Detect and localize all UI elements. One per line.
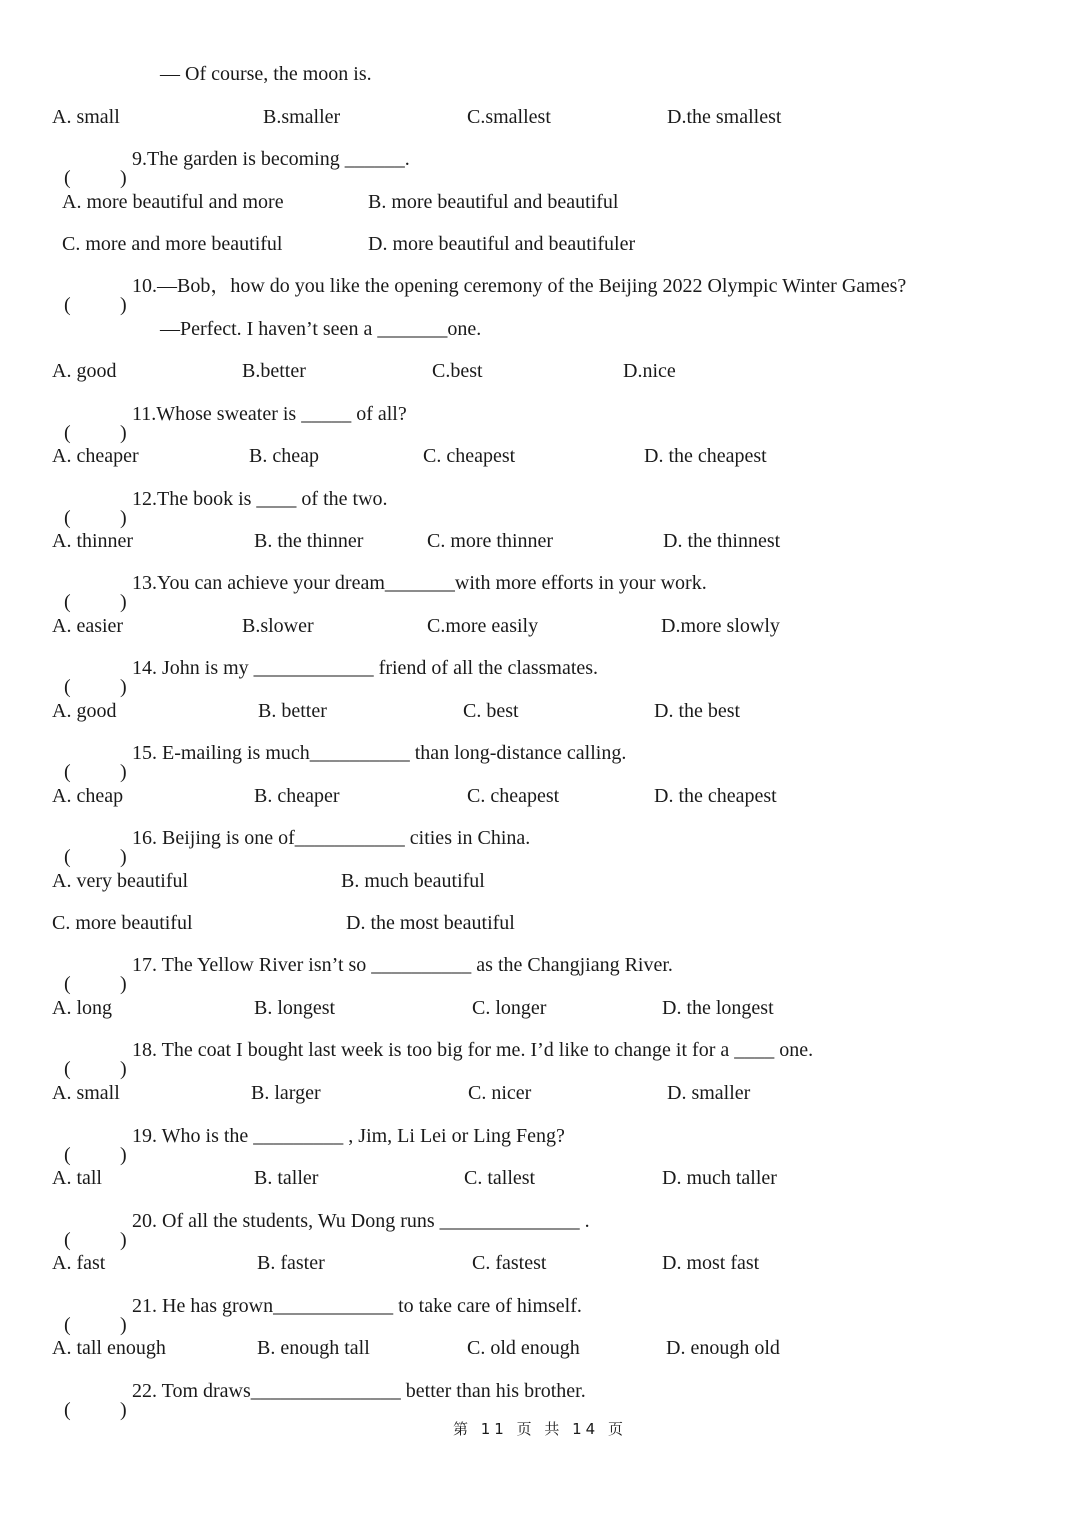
- q17-option-a: A. long: [52, 997, 112, 1019]
- q9-option-b: B. more beautiful and beautiful: [368, 191, 619, 213]
- question-15: ( ) 15. E-mailing is much__________ than long-distance calling.: [64, 742, 627, 783]
- q20-option-d: D. most fast: [662, 1252, 760, 1274]
- question-text: 10.—Bob，how do you like the opening ceremony of the Beijing 2022 Olympic Winter Games?: [132, 275, 907, 297]
- question-text: 16. Beijing is one of___________ cities in China.: [132, 827, 531, 849]
- question-19: ( ) 19. Who is the _________ , Jim, Li Lei or Ling Feng?: [64, 1125, 565, 1166]
- q17-option-c: C. longer: [472, 997, 547, 1019]
- question-20: ( ) 20. Of all the students, Wu Dong runs ______________ .: [64, 1210, 590, 1251]
- q11-option-b: B. cheap: [249, 445, 319, 467]
- question-9: ( ) 9.The garden is becoming ______.: [64, 148, 410, 189]
- q17-option-b: B. longest: [254, 997, 336, 1019]
- q10-reply: —Perfect. I haven’t seen a _______one.: [160, 318, 482, 340]
- q10-option-d: D.nice: [623, 360, 676, 382]
- q16-option-b: B. much beautiful: [341, 870, 485, 892]
- q18-option-c: C. nicer: [468, 1082, 532, 1104]
- question-text: 9.The garden is becoming ______.: [132, 148, 410, 170]
- q15-option-c: C. cheapest: [467, 785, 560, 807]
- question-16: ( ) 16. Beijing is one of___________ cities in China.: [64, 827, 531, 868]
- q21-option-c: C. old enough: [467, 1337, 580, 1359]
- q11-option-d: D. the cheapest: [644, 445, 767, 467]
- q15-option-b: B. cheaper: [254, 785, 340, 807]
- question-text: 13.You can achieve your dream_______with more efforts in your work.: [132, 572, 707, 594]
- q21-option-b: B. enough tall: [257, 1337, 370, 1359]
- question-21: ( ) 21. He has grown____________ to take care of himself.: [64, 1295, 582, 1336]
- question-text: 14. John is my ____________ friend of all the classmates.: [132, 657, 599, 679]
- q16-option-a: A. very beautiful: [52, 870, 189, 892]
- q8-option-a: A. small: [52, 106, 120, 128]
- q8-answer-line: — Of course, the moon is.: [160, 63, 372, 85]
- q13-option-c: C.more easily: [427, 615, 539, 637]
- question-text: 21. He has grown____________ to take care of himself.: [132, 1295, 582, 1317]
- q10-option-b: B.better: [242, 360, 306, 382]
- question-text: 11.Whose sweater is _____ of all?: [132, 403, 407, 425]
- question-text: 12.The book is ____ of the two.: [132, 488, 388, 510]
- question-text: 22. Tom draws_______________ better than his brother.: [132, 1380, 586, 1402]
- question-14: ( ) 14. John is my ____________ friend of all the classmates.: [64, 657, 599, 698]
- q19-option-c: C. tallest: [464, 1167, 536, 1189]
- q12-option-b: B. the thinner: [254, 530, 364, 552]
- question-13: ( ) 13.You can achieve your dream_______with more efforts in your work.: [64, 572, 707, 613]
- q20-option-c: C. fastest: [472, 1252, 547, 1274]
- question-text: 20. Of all the students, Wu Dong runs ______________ .: [132, 1210, 590, 1232]
- question-text: 17. The Yellow River isn’t so __________ as the Changjiang River.: [132, 954, 673, 976]
- question-11: ( ) 11.Whose sweater is _____ of all?: [64, 403, 407, 444]
- question-22: ( ) 22. Tom draws_______________ better than his brother.: [64, 1380, 586, 1421]
- q12-option-c: C. more thinner: [427, 530, 554, 552]
- question-text: 19. Who is the _________ , Jim, Li Lei or Ling Feng?: [132, 1125, 565, 1147]
- q21-option-d: D. enough old: [666, 1337, 780, 1359]
- q18-option-b: B. larger: [251, 1082, 321, 1104]
- q12-option-a: A. thinner: [52, 530, 134, 552]
- q18-option-a: A. small: [52, 1082, 120, 1104]
- q13-option-d: D.more slowly: [661, 615, 780, 637]
- q10-option-c: C.best: [432, 360, 483, 382]
- q18-option-d: D. smaller: [667, 1082, 751, 1104]
- q14-option-b: B. better: [258, 700, 327, 722]
- q12-option-d: D. the thinnest: [663, 530, 781, 552]
- q11-option-a: A. cheaper: [52, 445, 139, 467]
- q19-option-d: D. much taller: [662, 1167, 777, 1189]
- q19-option-a: A. tall: [52, 1167, 102, 1189]
- q8-option-b: B.smaller: [263, 106, 341, 128]
- question-10: ( ) 10.—Bob，how do you like the opening ceremony of the Beijing 2022 Olympic Winter Games?: [64, 275, 907, 316]
- question-text: 18. The coat I bought last week is too big for me. I’d like to change it for a ____ one.: [132, 1039, 814, 1061]
- q14-option-a: A. good: [52, 700, 117, 722]
- q9-option-a: A. more beautiful and more: [62, 191, 284, 213]
- question-12: ( ) 12.The book is ____ of the two.: [64, 488, 388, 529]
- q16-option-c: C. more beautiful: [52, 912, 193, 934]
- q13-option-b: B.slower: [242, 615, 314, 637]
- q21-option-a: A. tall enough: [52, 1337, 166, 1359]
- q13-option-a: A. easier: [52, 615, 124, 637]
- q19-option-b: B. taller: [254, 1167, 319, 1189]
- q9-option-d: D. more beautiful and beautifuler: [368, 233, 636, 255]
- q20-option-a: A. fast: [52, 1252, 106, 1274]
- q15-option-d: D. the cheapest: [654, 785, 777, 807]
- q20-option-b: B. faster: [257, 1252, 325, 1274]
- q14-option-c: C. best: [463, 700, 519, 722]
- q9-option-c: C. more and more beautiful: [62, 233, 283, 255]
- q8-option-d: D.the smallest: [667, 106, 782, 128]
- page-footer: 第 11 页 共 14 页: [452, 1420, 627, 1438]
- question-text: 15. E-mailing is much__________ than long-distance calling.: [132, 742, 627, 764]
- q8-option-c: C.smallest: [467, 106, 551, 128]
- question-17: ( ) 17. The Yellow River isn’t so __________ as the Changjiang River.: [64, 954, 673, 995]
- q10-option-a: A. good: [52, 360, 117, 382]
- question-18: ( ) 18. The coat I bought last week is too big for me. I’d like to change it for a ____ one.: [64, 1039, 814, 1080]
- q17-option-d: D. the longest: [662, 997, 774, 1019]
- q11-option-c: C. cheapest: [423, 445, 516, 467]
- q16-option-d: D. the most beautiful: [346, 912, 515, 934]
- q15-option-a: A. cheap: [52, 785, 124, 807]
- q14-option-d: D. the best: [654, 700, 741, 722]
